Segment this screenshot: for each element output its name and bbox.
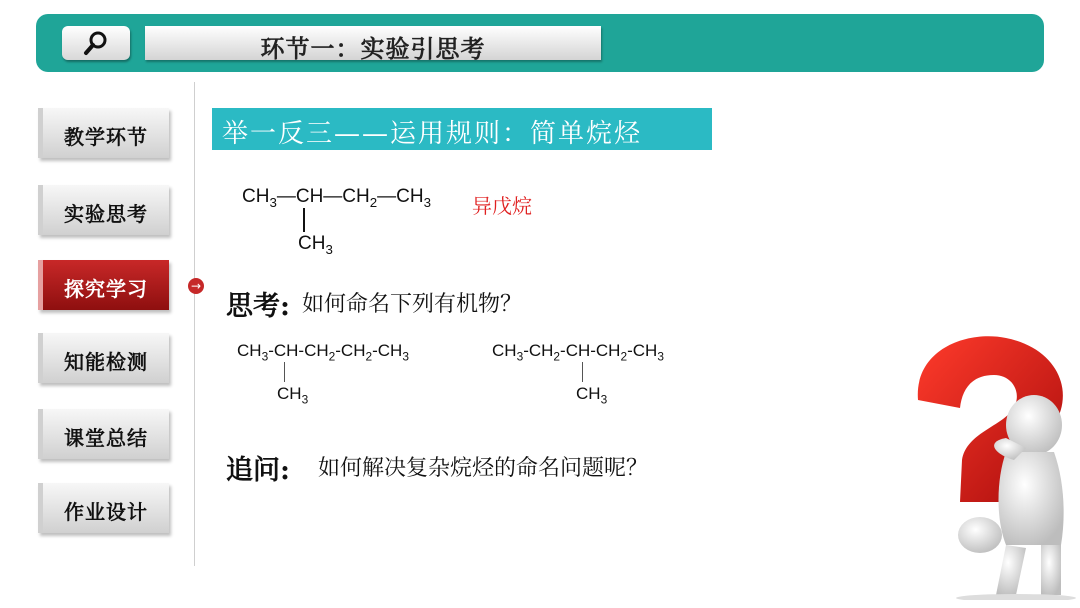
sidebar-item-inquiry-learning[interactable] xyxy=(38,260,169,310)
molecule-2-branch: $CH_3$ xyxy=(576,384,608,407)
molecule-2-branch-bond xyxy=(582,362,583,382)
sidebar-item-label: 探究学习 xyxy=(64,277,148,301)
sidebar-item-homework[interactable] xyxy=(38,483,169,533)
topic-banner xyxy=(212,108,712,150)
sidebar-item-label: 实验思考 xyxy=(64,202,148,226)
molecule-1-branch: $CH_3$ xyxy=(277,384,309,407)
think-label: 思考: xyxy=(226,291,290,322)
example-branch-bond xyxy=(303,208,305,232)
thinking-figure-question-mark-icon xyxy=(856,330,1076,600)
sidebar-item-class-summary[interactable] xyxy=(38,409,169,459)
sidebar-item-label: 教学环节 xyxy=(64,125,148,149)
followup-label: 追问: xyxy=(226,455,290,486)
topic-banner-text: 举一反三——运用规则：简单烷烃 xyxy=(222,119,643,149)
think-text: 如何命名下列有机物？ xyxy=(302,292,523,317)
example-main-chain: $CH_3—CH—CH_2—CH_3$ xyxy=(242,186,432,210)
sidebar-item-experiment-thinking[interactable] xyxy=(38,185,169,235)
search-icon xyxy=(82,29,110,57)
sidebar-item-teaching-steps[interactable] xyxy=(38,108,169,158)
molecule-2-main-chain: $CH_3-CH_2-CH-CH_2-CH_3$ xyxy=(492,341,664,364)
example-name: 异戊烷 xyxy=(472,194,532,218)
followup-text: 如何解决复杂烷烃的命名问题呢？ xyxy=(318,456,649,481)
sidebar-item-label: 作业设计 xyxy=(64,500,148,524)
sidebar-item-label: 知能检测 xyxy=(64,350,148,374)
sidebar-divider xyxy=(194,82,195,566)
page-title: 环节一：实验引思考 xyxy=(260,35,486,63)
molecule-1-main-chain: $CH_3-CH-CH_2-CH_2-CH_3$ xyxy=(237,341,409,364)
active-arrow-icon: → xyxy=(188,278,204,294)
example-branch: $CH_3$ xyxy=(298,233,333,257)
sidebar-item-label: 课堂总结 xyxy=(64,426,148,450)
search-button[interactable] xyxy=(62,26,130,60)
molecule-1-branch-bond xyxy=(284,362,285,382)
section-title-box xyxy=(145,26,601,63)
sidebar-item-knowledge-check[interactable] xyxy=(38,333,169,383)
